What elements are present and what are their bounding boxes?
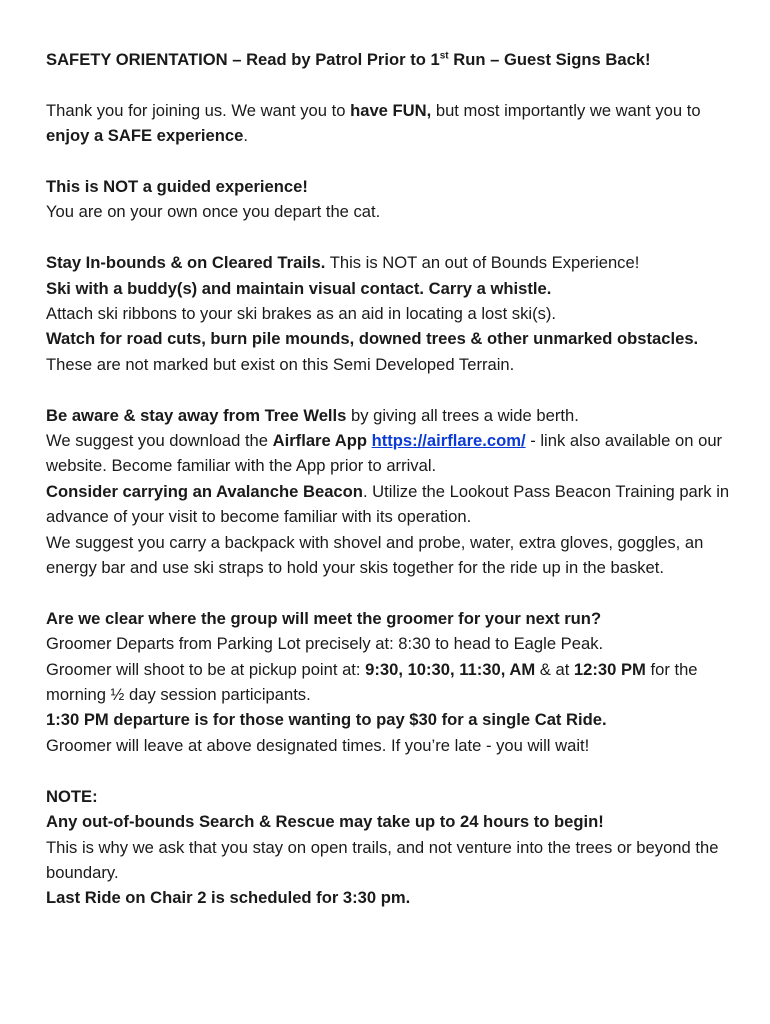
backpack-suggestion: We suggest you carry a backpack with shovel and probe, water, extra gloves, goggles, an energy bar and use ski straps to hold your skis together for the ride up in the basket. [46,532,704,578]
single-ride-note: 1:30 PM departure is for those wanting to pay $30 for a single Cat Ride. [46,710,607,730]
spacer [46,149,730,174]
pickup-times: Groomer will shoot to be at pickup point at: 9:30, 10:30, 11:30, AM & at 12:30 PM for the morning ½ day session participants. [46,659,698,705]
note-label: NOTE: [46,786,98,806]
spacer [46,377,730,402]
inbounds-rule: Stay In-bounds & on Cleared Trails. This is NOT an out of Bounds Experience! [46,253,640,273]
meeting-heading: Are we clear where the group will meet the groomer for your next run? [46,608,602,628]
late-warning: Groomer will leave at above designated times. If you’re late - you will wait! [46,735,590,755]
spacer [46,580,730,605]
app-suggestion: We suggest you download the Airflare App https://airflare.com/ - link also available on our website. Become familiar with the App prior to arrival. [46,431,723,476]
search-rescue-text: This is why we ask that you stay on open trails, and not venture into the trees or beyond the boundary. [46,837,719,882]
document-title: SAFETY ORIENTATION – Read by Patrol Prior to 1st Run – Guest Signs Back! [46,50,651,69]
guided-heading: This is NOT a guided experience! [46,177,308,196]
airflare-link[interactable]: https://airflare.com/ [371,431,526,451]
tree-wells-rule: Be aware & stay away from Tree Wells by giving all trees a wide berth. [46,405,579,425]
search-rescue-warning: Any out-of-bounds Search & Rescue may take up to 24 hours to begin! [46,812,604,832]
spacer [46,72,730,97]
guided-text: You are on your own once you depart the cat. [46,202,381,222]
obstacles-rule: Watch for road cuts, burn pile mounds, downed trees & other unmarked obstacles. These are not marked but exist on this Semi Developed Terrain. [46,329,699,374]
spacer [46,758,730,783]
beacon-suggestion: Consider carrying an Avalanche Beacon. Utilize the Lookout Pass Beacon Training park in advance of your visit to become familiar with its operation. [46,481,730,527]
buddy-rule: Ski with a buddy(s) and maintain visual contact. Carry a whistle. [46,278,552,298]
last-ride-note: Last Ride on Chair 2 is scheduled for 3:30 pm. [46,888,411,908]
spacer [46,225,730,250]
groomer-departs: Groomer Departs from Parking Lot precisely at: 8:30 to head to Eagle Peak. [46,634,604,654]
title-superscript: st [439,50,449,62]
intro-paragraph: Thank you for joining us. We want you to have FUN, but most importantly we want you to enjoy a SAFE experience. [46,100,701,146]
ribbons-rule: Attach ski ribbons to your ski brakes as an aid in locating a lost ski(s). [46,304,557,324]
